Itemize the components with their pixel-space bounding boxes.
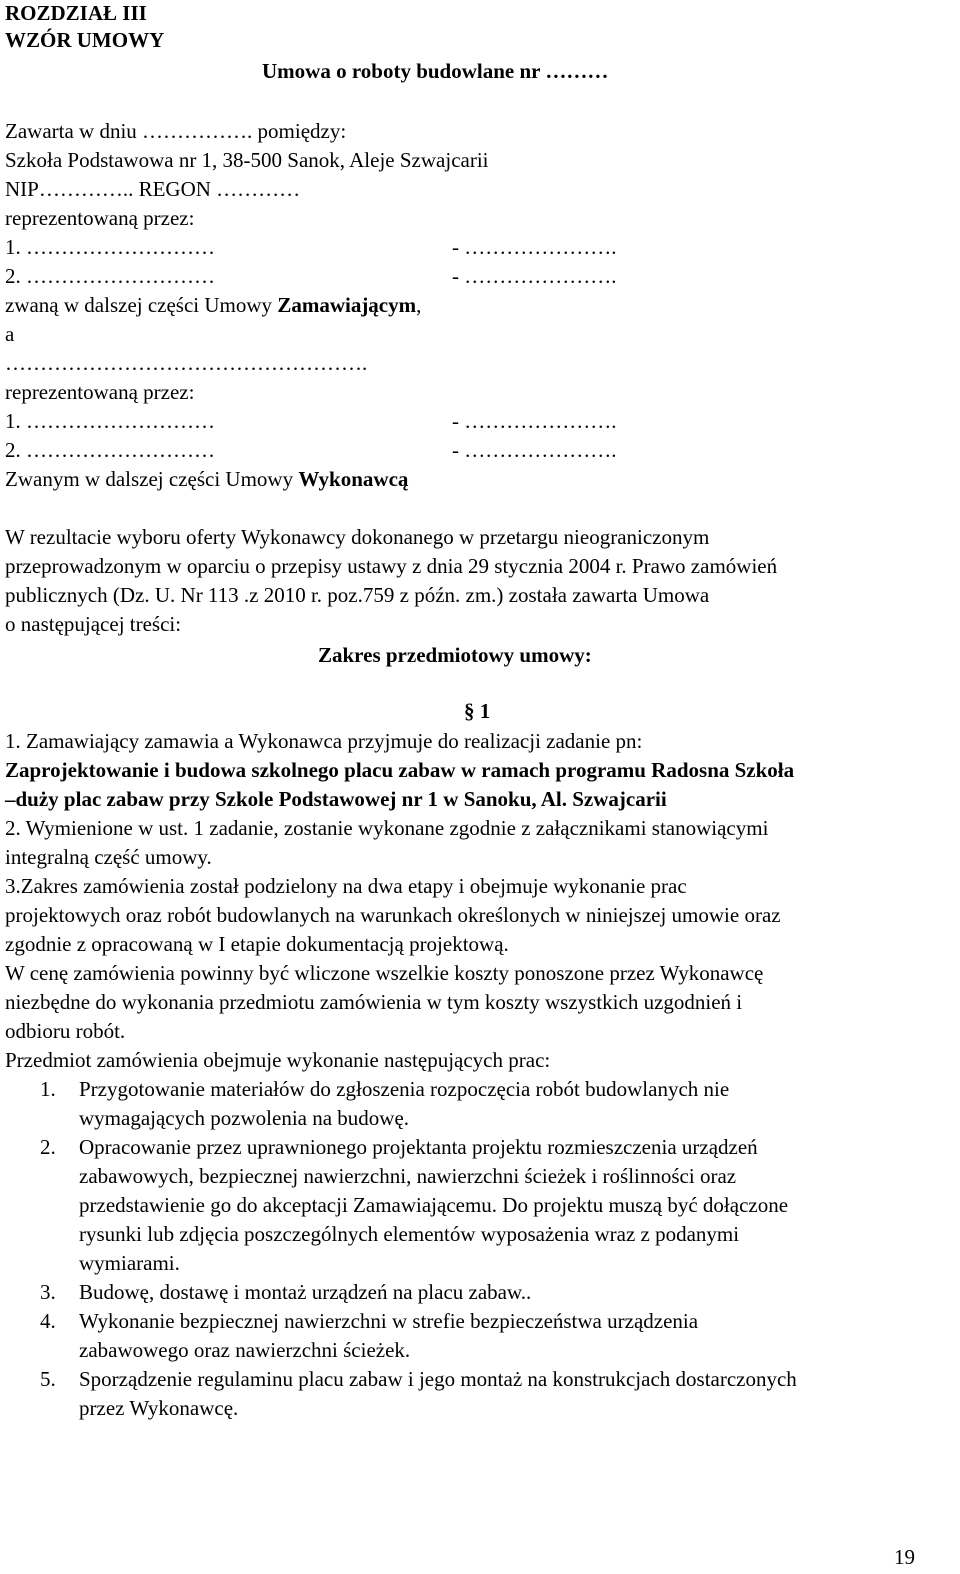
intro-line-4: o następującej treści:	[5, 612, 182, 636]
intro-line-1: W rezultacie wyboru oferty Wykonawcy dokonanego w przetargu nieograniczonym	[5, 525, 710, 549]
contractor-rep-role-2: - ………………….	[452, 438, 617, 462]
list-item	[40, 1075, 729, 1104]
list-item	[40, 1133, 758, 1162]
price-line-2: niezbędne do wykonania przedmiotu zamówienia w tym koszty wszystkich uzgodnień i	[5, 990, 743, 1014]
scope-intro: Przedmiot zamówienia obejmuje wykonanie następujących prac:	[5, 1048, 551, 1072]
list-text: Wykonanie bezpiecznej nawierzchni w strefie bezpieczeństwa urządzenia	[79, 1309, 699, 1333]
price-line-3: odbioru robót.	[5, 1019, 126, 1043]
contract-title: Umowa o roboty budowlane nr ………	[262, 59, 609, 83]
intro-line-3: publicznych (Dz. U. Nr 113 .z 2010 r. poz.759 z późn. zm.) została zawarta Umowa	[5, 583, 710, 607]
price-line-1: W cenę zamówienia powinny być wliczone wszelkie koszty ponoszone przez Wykonawcę	[5, 961, 764, 985]
representative-name-1: 1. ………………………	[5, 235, 215, 259]
task-name-line-1: Zaprojektowanie i budowa szkolnego placu zabaw w ramach programu Radosna Szkoła	[5, 758, 795, 782]
list-number: 1.	[40, 1077, 56, 1101]
list-item-continuation: zabawowych, bezpiecznej nawierzchni, nawierzchni ścieżek i roślinności oraz	[79, 1164, 737, 1188]
ordering-party-comma: ,	[416, 293, 422, 317]
contractor-name-placeholder: …………………………………………….	[5, 351, 368, 375]
clause-2-line-1: 2. Wymienione w ust. 1 zadanie, zostanie wykonane zgodnie z załącznikami stanowiącymi	[5, 816, 769, 840]
contractor-rep-name-2: 2. ………………………	[5, 438, 215, 462]
list-text: Budowę, dostawę i montaż urządzeń na placu zabaw..	[79, 1280, 532, 1304]
contractor-name: Wykonawcą	[298, 467, 409, 491]
nip-regon-line: NIP………….. REGON …………	[5, 177, 301, 201]
list-item	[40, 1365, 797, 1394]
list-text: Przygotowanie materiałów do zgłoszenia rozpoczęcia robót budowlanych nie	[79, 1077, 730, 1101]
task-name-line-2: –duży plac zabaw przy Szkole Podstawowej nr 1 w Sanoku, Al. Szwajcarii	[5, 787, 667, 811]
representative-line-1	[5, 233, 215, 262]
representative-name-2: 2. ………………………	[5, 264, 215, 288]
contractor-rep-line-1	[5, 407, 215, 436]
list-text: Sporządzenie regulaminu placu zabaw i jego montaż na konstrukcjach dostarczonych	[79, 1367, 797, 1391]
contractor-line	[5, 465, 408, 494]
document-subtitle: WZÓR UMOWY	[5, 28, 165, 52]
representative-role-2: - ………………….	[452, 264, 617, 288]
list-number: 2.	[40, 1135, 56, 1159]
conjunction-a: a	[5, 322, 15, 346]
represented-by-label-2: reprezentowaną przez:	[5, 380, 195, 404]
list-item-continuation: przedstawienie go do akceptacji Zamawiającemu. Do projektu muszą być dołączone	[79, 1193, 789, 1217]
list-number: 3.	[40, 1280, 56, 1304]
section-title: Zakres przedmiotowy umowy:	[318, 643, 592, 667]
list-text: Opracowanie przez uprawnionego projektanta projektu rozmieszczenia urządzeń	[79, 1135, 758, 1159]
list-item-continuation: przez Wykonawcę.	[79, 1396, 239, 1420]
intro-line-2: przeprowadzonym w oparciu o przepisy ustawy z dnia 29 stycznia 2004 r. Prawo zamówień	[5, 554, 778, 578]
ordering-party-name: Zamawiającym	[277, 293, 417, 317]
chapter-heading: ROZDZIAŁ III	[5, 1, 147, 25]
contractor-rep-role-1: - ………………….	[452, 409, 617, 433]
ordering-party-line	[5, 291, 421, 320]
list-item	[40, 1278, 531, 1307]
contractor-rep-line-2	[5, 436, 215, 465]
list-item	[40, 1307, 698, 1336]
clause-2-line-2: integralną część umowy.	[5, 845, 212, 869]
clause-3-line-2: projektowych oraz robót budowlanych na warunkach określonych w niniejszej umowie oraz	[5, 903, 781, 927]
school-name-line: Szkoła Podstawowa nr 1, 38-500 Sanok, Aleje Szwajcarii	[5, 148, 489, 172]
list-item-continuation: wymagających pozwolenia na budowę.	[79, 1106, 410, 1130]
clause-1: 1. Zamawiający zamawia a Wykonawca przyjmuje do realizacji zadanie pn:	[5, 729, 643, 753]
contractor-rep-name-1: 1. ………………………	[5, 409, 215, 433]
ordering-party-prefix: zwaną w dalszej części Umowy	[5, 293, 278, 317]
represented-by-label: reprezentowaną przez:	[5, 206, 195, 230]
representative-role-1: - ………………….	[452, 235, 617, 259]
list-number: 4.	[40, 1309, 56, 1333]
representative-line-2	[5, 262, 215, 291]
list-number: 5.	[40, 1367, 56, 1391]
page-number: 19	[894, 1545, 915, 1569]
list-item-continuation: zabawowego oraz nawierzchni ścieżek.	[79, 1338, 411, 1362]
list-item-continuation: rysunki lub zdjęcia poszczególnych elementów wyposażenia wraz z podanymi	[79, 1222, 740, 1246]
clause-3-line-1: 3.Zakres zamówienia został podzielony na dwa etapy i obejmuje wykonanie prac	[5, 874, 687, 898]
paragraph-mark: § 1	[464, 699, 491, 723]
clause-3-line-3: zgodnie z opracowaną w I etapie dokumentacją projektową.	[5, 932, 509, 956]
list-item-continuation: wymiarami.	[79, 1251, 180, 1275]
contract-date-line: Zawarta w dniu ……………. pomiędzy:	[5, 119, 347, 143]
contractor-prefix: Zwanym w dalszej części Umowy	[5, 467, 299, 491]
